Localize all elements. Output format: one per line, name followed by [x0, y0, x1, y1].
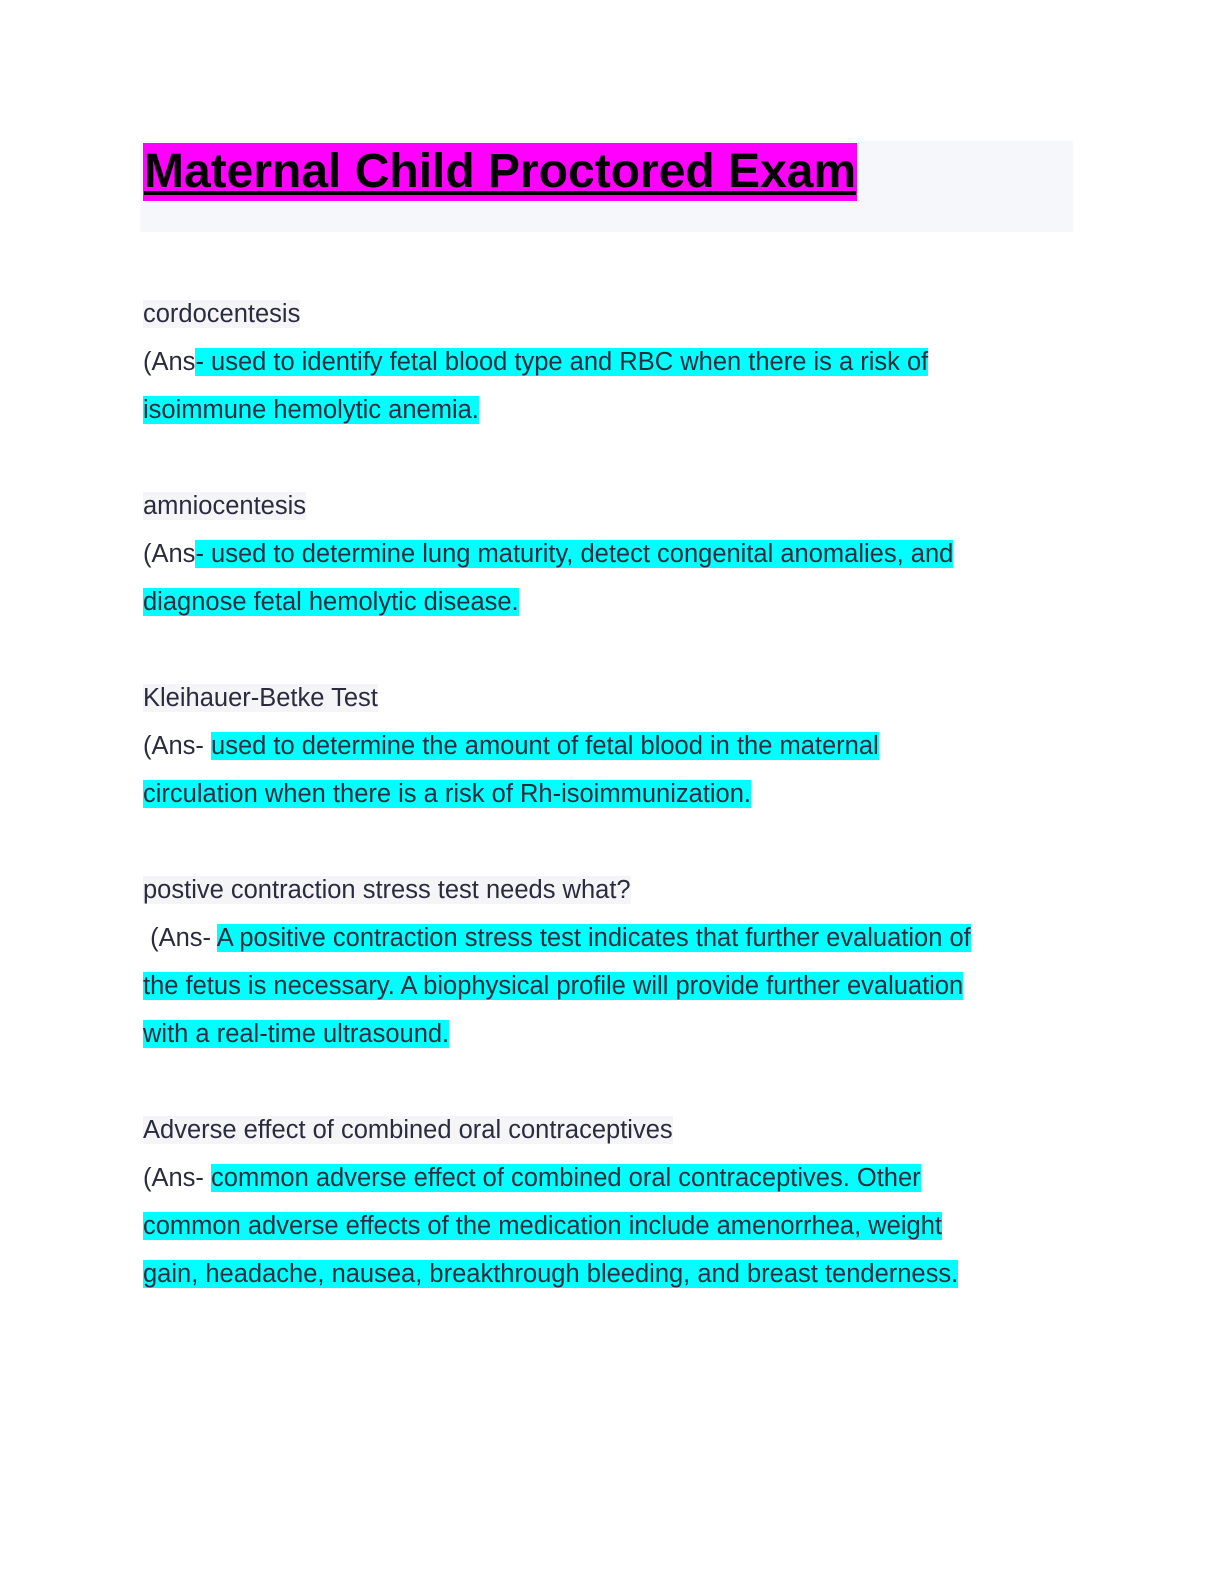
answer: [143, 338, 1053, 386]
answer-line: gain, headache, nausea, breakthrough bleeding, and breast tenderness.: [143, 1260, 959, 1288]
answer-continuation: [143, 1010, 1053, 1058]
answer-prefix: (Ans-: [143, 732, 212, 760]
answer-line: common adverse effect of combined oral contraceptives. Other: [211, 1164, 921, 1192]
answer-prefix: (Ans: [143, 348, 196, 376]
qa-item: [143, 290, 1053, 434]
answer: [143, 530, 1053, 578]
answer-line: diagnose fetal hemolytic disease.: [143, 588, 519, 616]
answer-prefix: (Ans-: [143, 924, 217, 952]
question-text: Kleihauer-Betke Test: [143, 684, 378, 712]
question: [143, 482, 1053, 530]
answer-line: isoimmune hemolytic anemia.: [143, 396, 479, 424]
answer-prefix: (Ans-: [143, 1164, 212, 1192]
answer-continuation: [143, 770, 1053, 818]
answer-continuation: [143, 578, 1053, 626]
answer-line: with a real-time ultrasound.: [143, 1020, 450, 1048]
question-text: postive contraction stress test needs what?: [143, 876, 631, 904]
answer-continuation: [143, 1250, 1053, 1298]
qa-item: [143, 674, 1053, 818]
answer: [143, 914, 1053, 962]
answer-line: - used to determine lung maturity, detect congenital anomalies, and: [195, 540, 954, 568]
qa-item: [143, 866, 1053, 1058]
answer-line: used to determine the amount of fetal blood in the maternal: [211, 732, 879, 760]
title-block: [140, 141, 1073, 232]
question: [143, 290, 1053, 338]
answer: [143, 722, 1053, 770]
question: [143, 674, 1053, 722]
answer-continuation: [143, 386, 1053, 434]
qa-list: [143, 290, 1053, 1346]
document-title: Maternal Child Proctored Exam: [143, 143, 857, 201]
question-text: amniocentesis: [143, 492, 306, 520]
qa-item: [143, 482, 1053, 626]
answer: [143, 1154, 1053, 1202]
question-text: cordocentesis: [143, 300, 301, 328]
answer-line: A positive contraction stress test indicates that further evaluation of: [216, 924, 971, 952]
answer-line: circulation when there is a risk of Rh-isoimmunization.: [143, 780, 751, 808]
answer-continuation: [143, 1202, 1053, 1250]
answer-line: the fetus is necessary. A biophysical profile will provide further evaluation: [143, 972, 964, 1000]
answer-prefix: (Ans: [143, 540, 196, 568]
question-text: Adverse effect of combined oral contraceptives: [143, 1116, 673, 1144]
answer-line: - used to identify fetal blood type and RBC when there is a risk of: [195, 348, 929, 376]
answer-line: common adverse effects of the medication include amenorrhea, weight: [143, 1212, 942, 1240]
answer-continuation: [143, 962, 1053, 1010]
question: [143, 866, 1053, 914]
qa-item: [143, 1106, 1053, 1298]
question: [143, 1106, 1053, 1154]
